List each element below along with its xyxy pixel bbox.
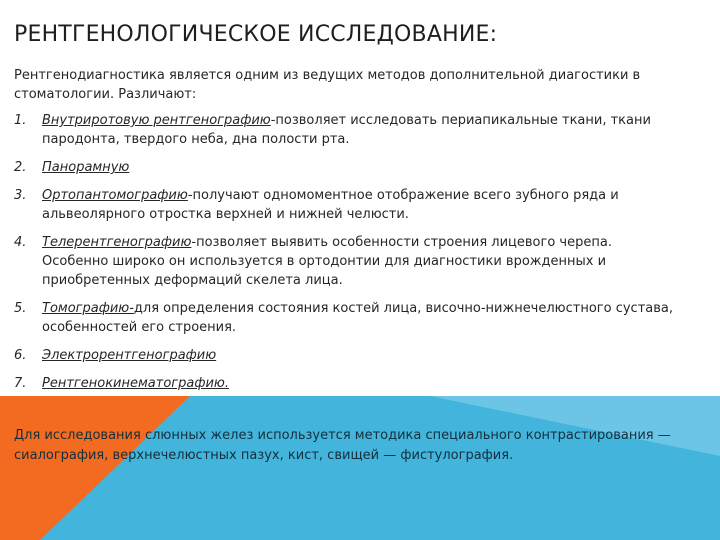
intro-paragraph: Рентгенодиагностика является одним из ведущих методов дополнительной диагостики в стоматологии. Различают: (14, 68, 641, 102)
list-item (14, 299, 674, 337)
list-number: 5. (14, 301, 27, 316)
slide-title-text: РЕНТГЕНОЛОГИЧЕСКОЕ ИССЛЕДОВАНИЕ (14, 22, 490, 47)
list-item (14, 186, 674, 224)
list-item (14, 158, 674, 177)
list-term: Телерентгенографию (42, 235, 192, 250)
list-item (14, 111, 674, 149)
bottom-band-graphic (0, 396, 720, 540)
list-text: для определения состояния костей лица, височно-нижнечелюстного сустава, особенностей его строения. (42, 301, 673, 335)
list-term: Панорамную (42, 160, 130, 175)
slide-title-colon: : (489, 22, 498, 47)
slide-title (14, 22, 497, 47)
list-term: Электрорентгенографию (42, 348, 217, 363)
list-number: 4. (14, 235, 27, 250)
list-text: -позволяет выявить особенности строения лицевого черепа. Особенно широко он используется в ортодонтии для диагностики врожденных и приобретенных деформаций скелета лица. (42, 235, 612, 288)
list-number: 2. (14, 160, 27, 175)
list-term: Рентгенокинематографию. (42, 376, 229, 391)
list-number: 1. (14, 113, 27, 128)
list-item (14, 233, 674, 290)
list-number: 7. (14, 376, 27, 391)
list-item (14, 374, 674, 393)
decorative-bottom-band (0, 396, 720, 540)
footer-paragraph: Для исследования слюнных желез используется методика специального контрастирования —сиалография, верхнечелюстных пазух, кист, свищей — фистулография. (14, 428, 671, 463)
methods-list (14, 111, 674, 402)
list-text: -получают одномоментное отображение всего зубного ряда и альвеолярного отростка верхней и нижней челюсти. (42, 188, 619, 222)
list-item (14, 346, 674, 365)
list-text: -позволяет исследовать периапикальные ткани, ткани пародонта, твердого неба, дна полости рта. (42, 113, 651, 147)
list-number: 3. (14, 188, 27, 203)
list-term: Томографию- (42, 301, 134, 316)
list-term: Внутриротовую рентгенографию (42, 113, 271, 128)
list-term: Ортопантомографию (42, 188, 188, 203)
list-number: 6. (14, 348, 27, 363)
